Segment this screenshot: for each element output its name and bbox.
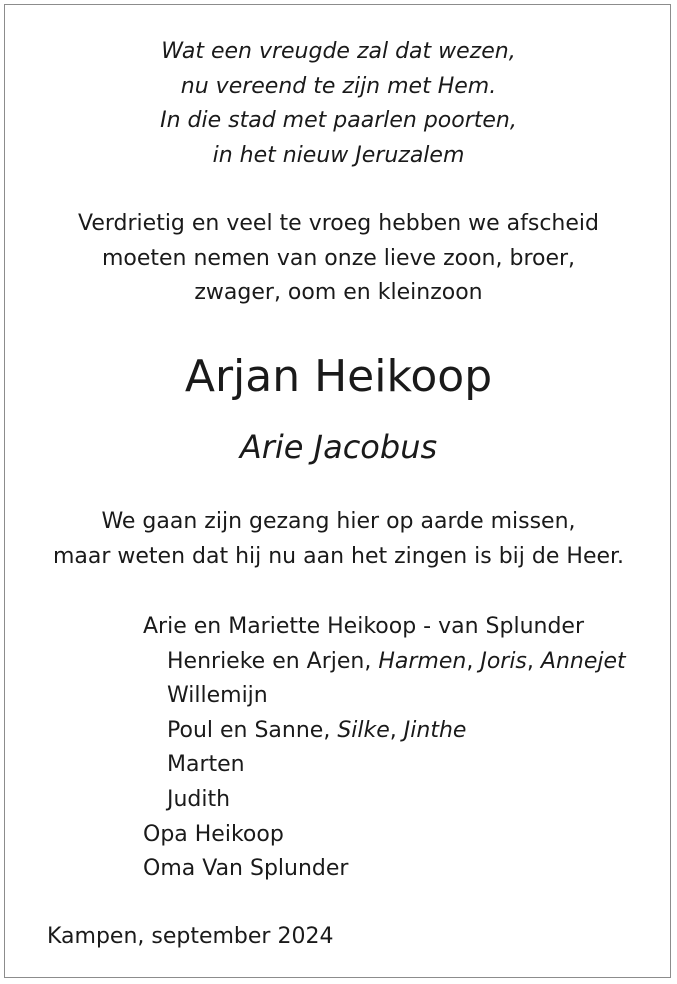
poem-line: Wat een vreugde zal dat wezen, xyxy=(161,39,516,64)
poem xyxy=(0,35,677,173)
family-opa: Opa Heikoop xyxy=(143,821,284,847)
grandchild-name: Harmen xyxy=(378,648,467,674)
grandchild-name: Silke xyxy=(337,717,390,743)
family-couple: Henrieke en Arjen, xyxy=(167,648,379,674)
family-willemijn: Willemijn xyxy=(167,683,268,709)
poem-line: In die stad met paarlen poorten, xyxy=(160,108,517,133)
deceased-name: Arjan Heikoop xyxy=(184,351,493,402)
intro-line: moeten nemen van onze lieve zoon, broer, xyxy=(101,245,576,271)
family-oma: Oma Van Splunder xyxy=(143,856,349,882)
place-date: Kampen, september 2024 xyxy=(47,924,334,949)
deceased-given-names: Arie Jacobus xyxy=(239,428,438,466)
intro-text xyxy=(0,207,677,311)
family-judith: Judith xyxy=(167,786,231,812)
family-parents: Arie en Mariette Heikoop - van Splunder xyxy=(143,614,585,639)
intro-line: Verdrietig en veel te vroeg hebben we afscheid xyxy=(78,211,599,236)
family-marten: Marten xyxy=(167,752,245,778)
quote-line: maar weten dat hij nu aan het zingen is bij de Heer. xyxy=(52,543,625,569)
poem-line: nu vereend te zijn met Hem. xyxy=(180,73,497,99)
poem-line: in het nieuw Jeruzalem xyxy=(212,142,465,168)
quote-text xyxy=(0,505,677,574)
intro-line: zwager, oom en kleinzoon xyxy=(194,280,483,305)
family-list xyxy=(143,610,626,887)
family-poul: Poul en Sanne, Silke, Jinthe xyxy=(167,717,467,743)
grandchild-name: Annejet xyxy=(540,648,626,674)
grandchild-name: Jinthe xyxy=(403,717,467,743)
grandchild-name: Joris xyxy=(480,648,527,674)
family-henrieke: Henrieke en Arjen, Harmen, Joris, Annejet xyxy=(167,648,626,674)
family-couple: Poul en Sanne, xyxy=(167,717,338,743)
quote-line: We gaan zijn gezang hier op aarde missen, xyxy=(101,509,576,534)
